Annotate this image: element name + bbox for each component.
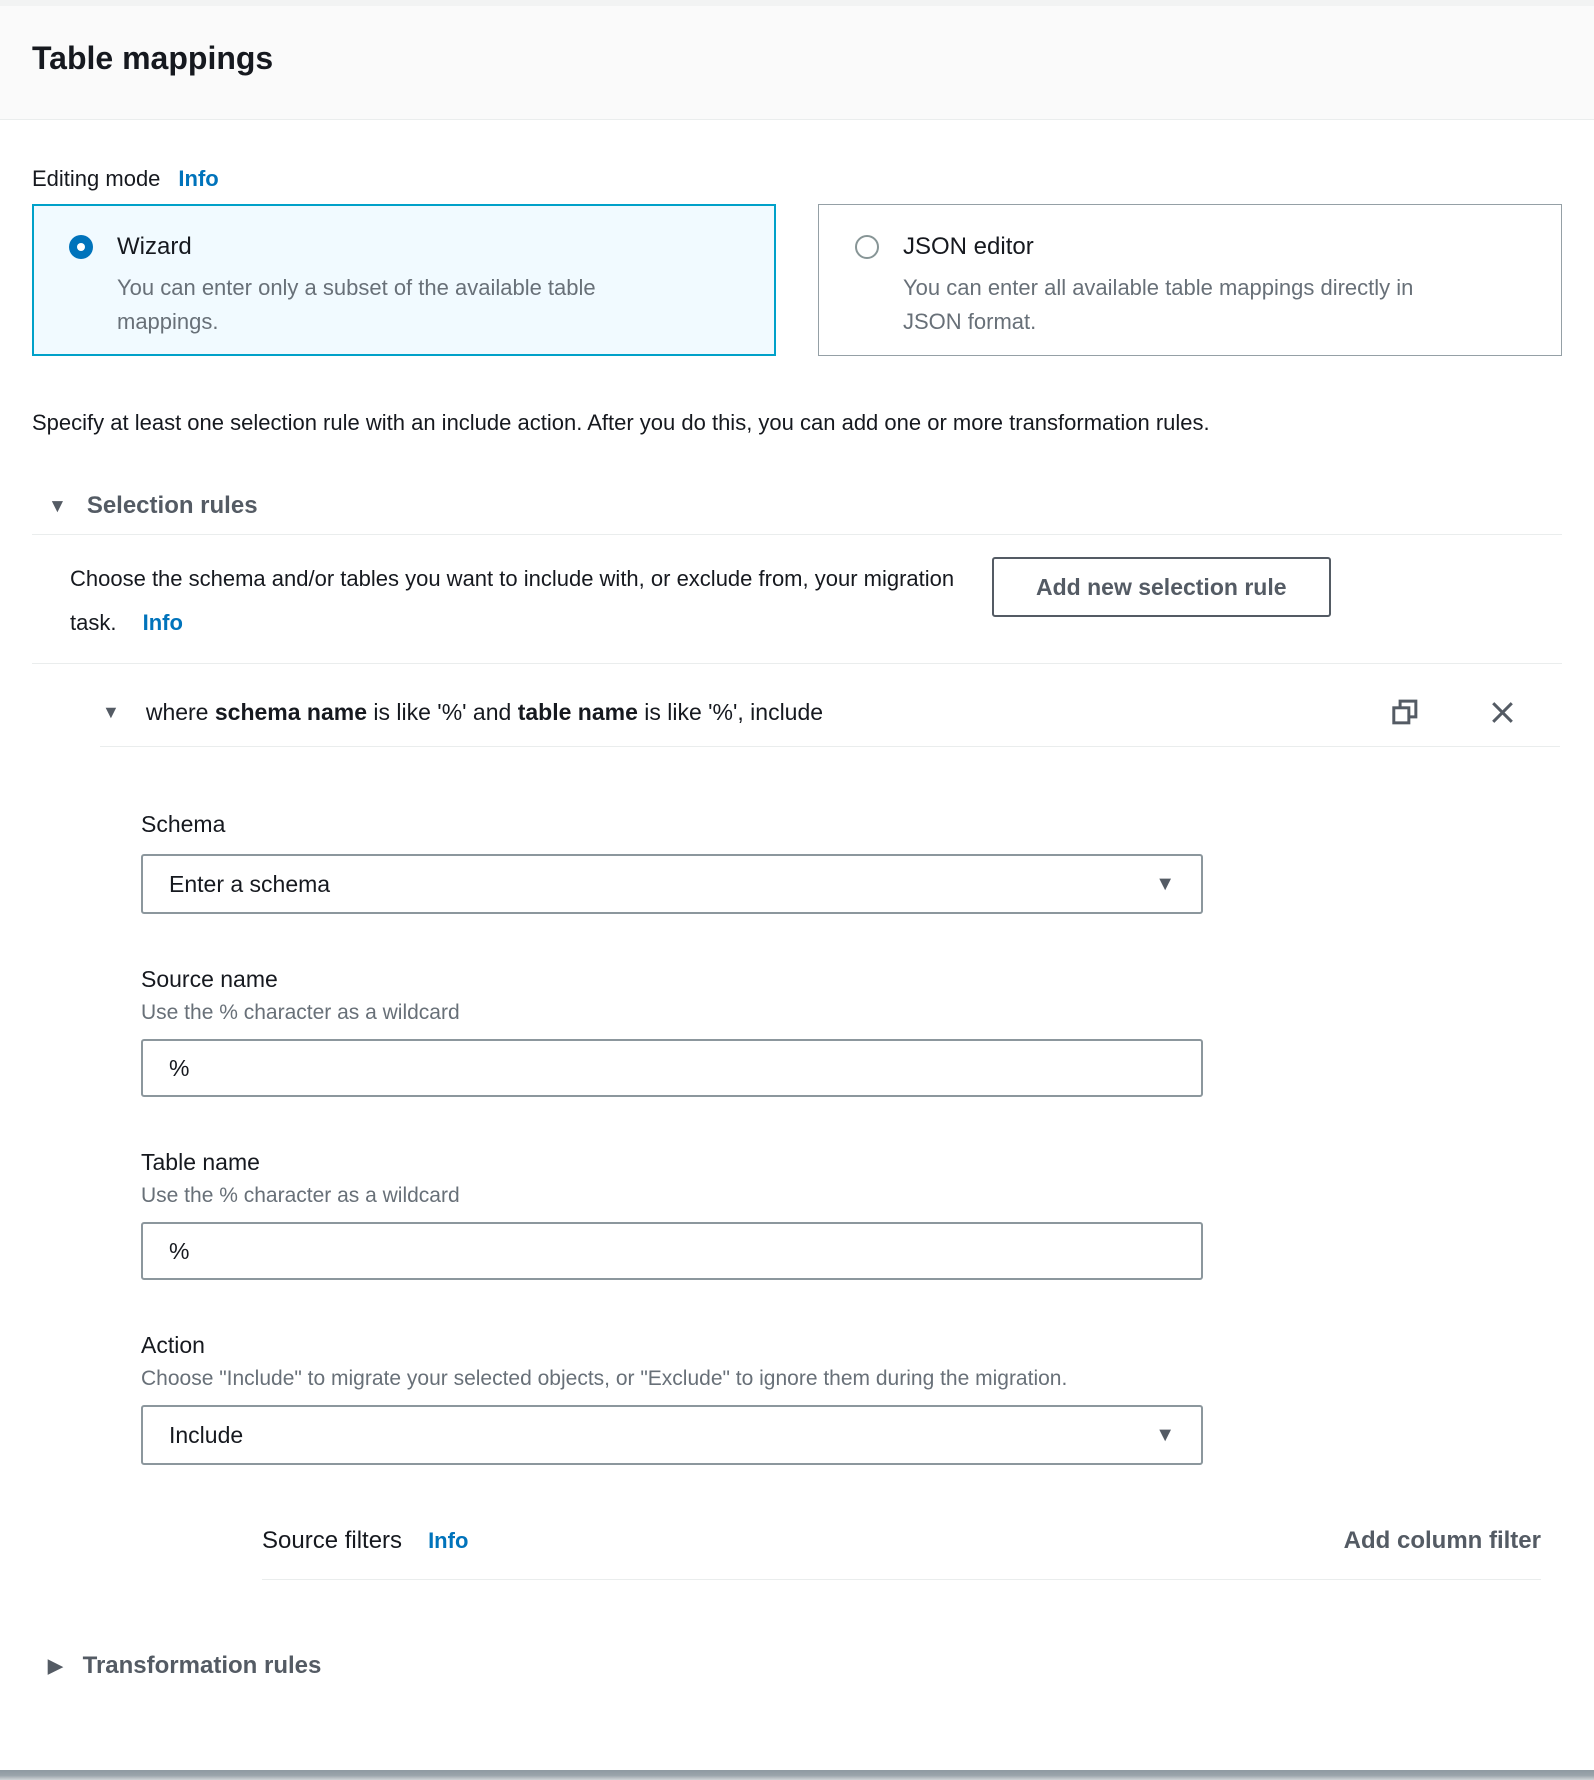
rule-summary-post: is like '%', include xyxy=(637,698,824,725)
schema-select[interactable] xyxy=(141,854,1203,914)
selection-rules-description-row xyxy=(32,557,1562,645)
add-column-filter-button[interactable]: Add column filter xyxy=(1343,1527,1541,1554)
schema-field-group xyxy=(141,811,1203,914)
selection-rules-description xyxy=(32,557,992,645)
table-name-helper: Use the % character as a wildcard xyxy=(141,1184,460,1207)
divider xyxy=(262,1579,1541,1580)
json-editor-option-description: You can enter all available table mappings directly in JSON format. xyxy=(903,275,1414,334)
selection-rules-title: Selection rules xyxy=(86,492,258,519)
rule-summary-table: table name xyxy=(517,698,638,725)
wizard-mode-card[interactable] xyxy=(32,204,776,356)
json-editor-radio-icon[interactable] xyxy=(855,235,879,259)
wizard-option-description: You can enter only a subset of the available table mappings. xyxy=(117,275,596,334)
selection-rule-summary-row xyxy=(32,698,1562,726)
rule-summary-mid: is like '%' and xyxy=(367,698,518,725)
wizard-radio-row xyxy=(69,233,747,339)
chevron-down-icon[interactable]: ▼ xyxy=(102,702,120,722)
schema-select-value: Enter a schema xyxy=(169,870,331,897)
page-title: Table mappings xyxy=(32,40,274,76)
source-filters-info-link[interactable]: Info xyxy=(428,1528,469,1553)
selection-rule-form xyxy=(141,811,1203,1465)
transformation-rules-header[interactable] xyxy=(32,1652,1562,1680)
source-name-helper: Use the % character as a wildcard xyxy=(141,1001,460,1024)
add-new-selection-rule-button[interactable]: Add new selection rule xyxy=(992,557,1331,617)
copy-icon[interactable] xyxy=(1391,698,1419,726)
editing-mode-label: Editing mode xyxy=(32,166,161,191)
wizard-text-block xyxy=(117,233,637,339)
json-editor-radio-row xyxy=(855,233,1533,339)
close-icon[interactable] xyxy=(1489,699,1516,726)
action-label: Action xyxy=(141,1332,205,1358)
json-editor-mode-card[interactable] xyxy=(818,204,1562,356)
json-editor-option-title: JSON editor xyxy=(903,233,1034,260)
action-select[interactable] xyxy=(141,1405,1203,1465)
divider xyxy=(100,746,1560,747)
action-field-group xyxy=(141,1332,1203,1465)
schema-label: Schema xyxy=(141,811,226,837)
divider xyxy=(32,534,1562,535)
divider xyxy=(32,663,1562,664)
source-name-label: Source name xyxy=(141,966,278,992)
source-filters-row xyxy=(262,1527,1541,1555)
transformation-rules-title: Transformation rules xyxy=(82,1652,322,1679)
source-name-field-group xyxy=(141,966,1203,1097)
selection-rules-description-text: Choose the schema and/or tables you want to include with, or exclude from, your migration task. xyxy=(70,566,955,635)
source-name-input[interactable] xyxy=(141,1039,1203,1097)
selection-rules-info-link[interactable]: Info xyxy=(142,610,183,635)
selection-rule-summary xyxy=(146,699,823,726)
chevron-right-icon[interactable]: ▶ xyxy=(48,1655,63,1677)
action-select-value: Include xyxy=(169,1421,244,1448)
bottom-panel-edge xyxy=(0,1770,1594,1780)
wizard-option-title: Wizard xyxy=(117,233,192,260)
json-editor-text-block xyxy=(903,233,1478,339)
action-helper: Choose "Include" to migrate your selected objects, or "Exclude" to ignore them during the migration. xyxy=(141,1367,1068,1390)
section-header-band xyxy=(0,6,1594,120)
editing-mode-cards xyxy=(32,204,1562,356)
rule-summary-schema: schema name xyxy=(214,698,368,725)
selection-rules-header[interactable] xyxy=(32,492,1562,520)
table-name-field-group xyxy=(141,1149,1203,1280)
editing-mode-info-link[interactable]: Info xyxy=(178,166,219,191)
rule-summary-pre: where xyxy=(145,698,215,725)
wizard-radio-selected-icon[interactable] xyxy=(69,235,93,259)
caret-down-icon: ▼ xyxy=(1155,1423,1175,1446)
intro-text: Specify at least one selection rule with an include action. After you do this, you can add one or more transformation rules. xyxy=(32,410,1210,435)
source-filters-label: Source filters xyxy=(262,1527,403,1554)
rule-action-icons xyxy=(1391,698,1516,726)
main-content xyxy=(0,166,1594,1680)
editing-mode-row xyxy=(32,166,1562,192)
table-name-label: Table name xyxy=(141,1149,260,1175)
table-name-input[interactable] xyxy=(141,1222,1203,1280)
caret-down-icon: ▼ xyxy=(1155,872,1175,895)
chevron-down-icon[interactable]: ▼ xyxy=(48,495,67,517)
